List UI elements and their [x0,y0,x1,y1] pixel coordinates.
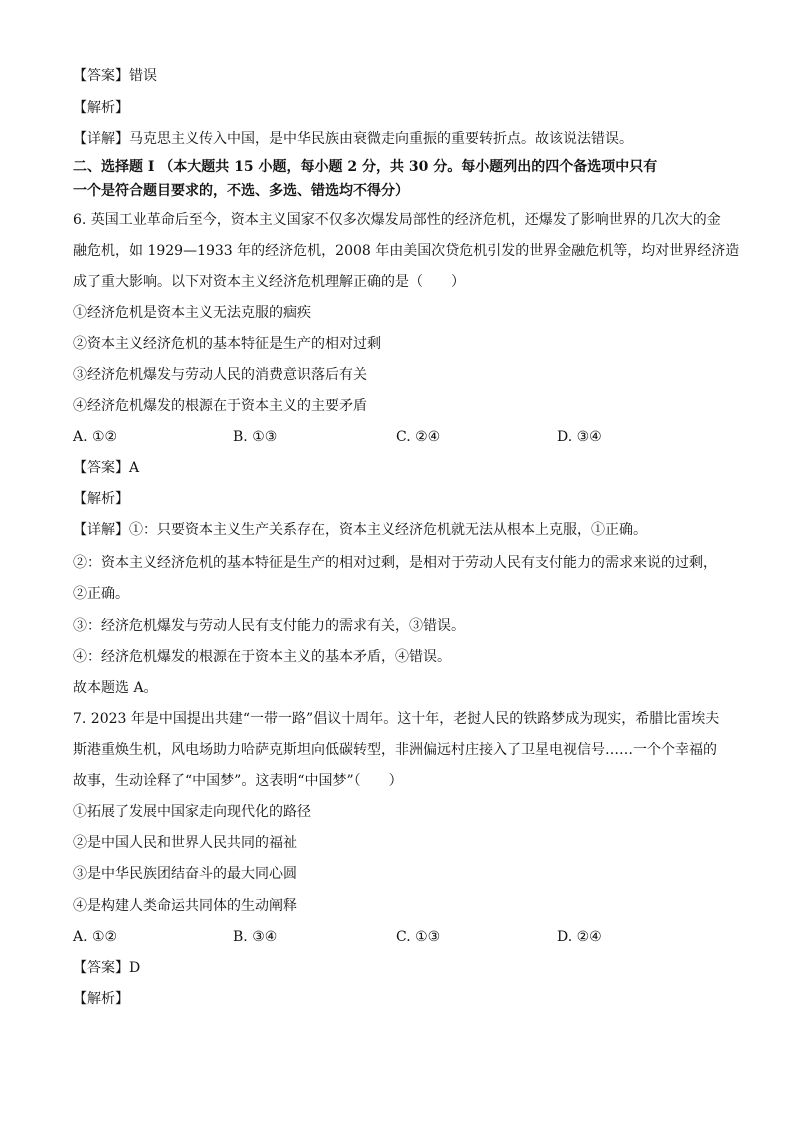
q6-explanation-1: 【详解】①：只要资本主义生产关系存在，资本主义经济危机就无法从根本上克服，①正确。 [73,522,647,538]
q6-option-c: C. ②④ [396,429,441,445]
q6-option-d: D. ③④ [557,429,602,445]
prev-analysis-heading: 【解析】 [73,100,129,116]
q7-analysis-heading: 【解析】 [73,991,129,1007]
section-heading-line-2: 一个是符合题目要求的，不选、多选、错选均不得分） [73,183,409,199]
q7-statement-3: ③是中华民族团结奋斗的最大同心圆 [73,866,297,882]
q6-answer: 【答案】A [73,460,140,476]
q6-conclusion: 故本题选 A。 [73,680,158,696]
q7-option-a: A. ①② [73,929,118,945]
prev-answer: 【答案】错误 [73,68,157,84]
q6-stem-line-3: 成了重大影响。以下对资本主义经济危机理解正确的是（ ） [73,274,465,290]
q6-explanation-2-cont: ②正确。 [73,586,129,602]
q7-statement-1: ①拓展了发展中国家走向现代化的路径 [73,804,311,820]
q6-stem-line-1: 6. 英国工业革命后至今，资本主义国家不仅多次爆发局部性的经济危机，还爆发了影响世界的几次大的金 [73,212,721,228]
prev-explanation: 【详解】马克思主义传入中国，是中华民族由衰微走向重振的重要转折点。故该说法错误。 [73,131,633,147]
q7-option-b: B. ③④ [233,929,278,945]
q6-explanation-2: ②：资本主义经济危机的基本特征是生产的相对过剩，是相对于劳动人民有支付能力的需求来说的过剩， [73,555,717,571]
q7-option-c: C. ①③ [396,929,441,945]
q6-option-b: B. ①③ [233,429,278,445]
q7-stem-line-2: 斯港重焕生机，风电场助力哈萨克斯坦向低碳转型，非洲偏远村庄接入了卫星电视信号……一个个幸福的 [73,742,717,758]
q6-statement-2: ②资本主义经济危机的基本特征是生产的相对过剩 [73,336,381,352]
q7-stem-line-1: 7. 2023 年是中国提出共建“一带一路”倡议十周年。这十年，老挝人民的铁路梦成为现实，希腊比雷埃夫 [73,711,720,727]
q7-statement-2: ②是中国人民和世界人民共同的福祉 [73,835,297,851]
q7-answer: 【答案】D [73,960,141,976]
q6-analysis-heading: 【解析】 [73,491,129,507]
q6-statement-3: ③经济危机爆发与劳动人民的消费意识落后有关 [73,367,367,383]
q7-statement-4: ④是构建人类命运共同体的生动阐释 [73,898,297,914]
q7-stem-line-3: 故事，生动诠释了“中国梦”。这表明“中国梦”（ ） [73,773,403,789]
section-heading-line-1: 二、选择题 I （本大题共 15 小题，每小题 2 分，共 30 分。每小题列出的四个备选项中只有 [73,159,658,175]
q6-statement-4: ④经济危机爆发的根源在于资本主义的主要矛盾 [73,398,367,414]
q7-option-d: D. ②④ [557,929,602,945]
q6-explanation-3: ③：经济危机爆发与劳动人民有支付能力的需求有关，③错误。 [73,618,465,634]
q6-explanation-4: ④：经济危机爆发的根源在于资本主义的基本矛盾，④错误。 [73,649,451,665]
q6-option-a: A. ①② [73,429,118,445]
q6-statement-1: ①经济危机是资本主义无法克服的痼疾 [73,305,311,321]
q6-stem-line-2: 融危机，如 1929—1933 年的经济危机，2008 年由美国次贷危机引发的世界金融危机等，均对世界经济造 [73,243,740,259]
